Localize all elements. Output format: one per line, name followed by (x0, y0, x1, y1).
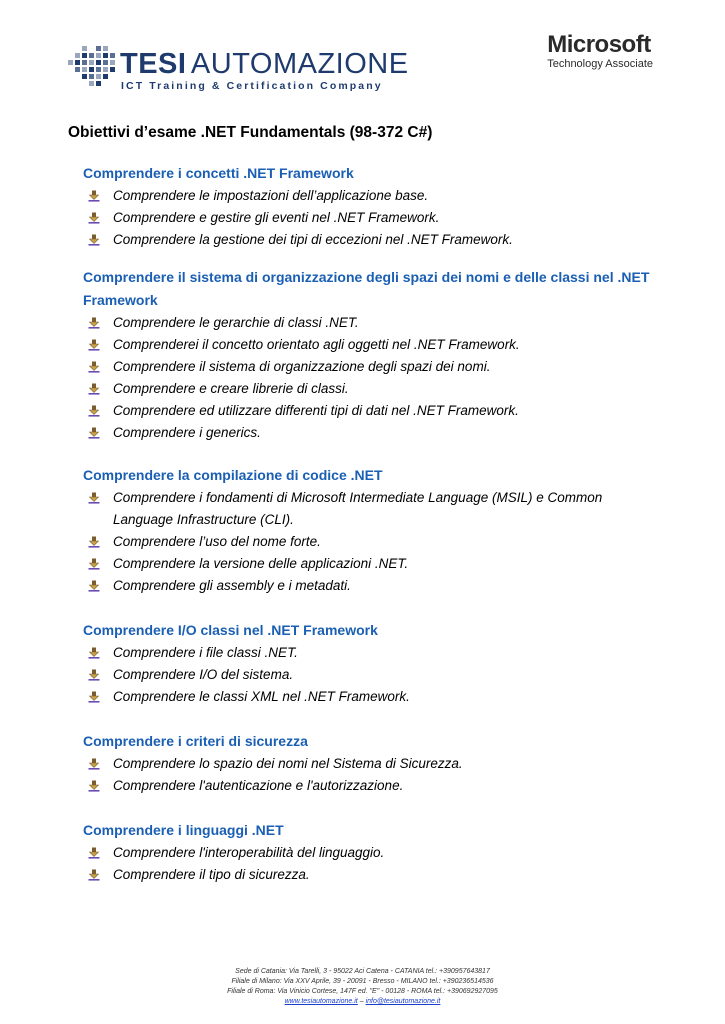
item-text: Comprendere e creare librerie di classi. (113, 381, 349, 396)
logo-square (75, 60, 80, 65)
page-header (0, 0, 725, 110)
download-arrow-icon (88, 869, 100, 881)
download-arrow-icon (88, 190, 100, 202)
item-text: Comprendere e gestire gli eventi nel .NET Framework. (113, 210, 440, 225)
item-text: Comprendere i generics. (113, 425, 261, 440)
microsoft-logo (547, 32, 653, 71)
logo-square (96, 74, 101, 79)
section-heading: Comprendere il sistema di organizzazione degli spazi dei nomi e delle classi nel .NET Framework (83, 269, 650, 308)
item-text: Comprendere l'interoperabilità del linguaggio. (113, 845, 385, 860)
section-heading: Comprendere i criteri di sicurezza (83, 733, 308, 749)
item-text: Comprenderei il concetto orientato agli oggetti nel .NET Framework. (113, 337, 520, 352)
footer-separator: – (357, 998, 366, 1005)
item-list (83, 642, 653, 708)
logo-square (68, 60, 73, 65)
footer-roma: Filiale di Roma: Via Vinicio Cortese, 147F ed. "E" - 00128 - ROMA tel.: +390692927095 (227, 988, 498, 995)
download-arrow-icon (88, 758, 100, 770)
page-title: Obiettivi d’esame .NET Fundamentals (98-372 C#) (68, 124, 433, 141)
item-text: Comprendere l'autenticazione e l'autorizzazione. (113, 778, 404, 793)
item-text: Comprendere lo spazio dei nomi nel Sistema di Sicurezza. (113, 756, 463, 771)
download-arrow-icon (88, 691, 100, 703)
logo-square (89, 53, 94, 58)
section-heading: Comprendere i linguaggi .NET (83, 822, 284, 838)
logo-square (96, 67, 101, 72)
item-list (83, 842, 653, 886)
list-item (83, 686, 653, 708)
item-list (83, 487, 653, 597)
logo-square (103, 60, 108, 65)
list-item (83, 207, 653, 229)
footer-catania: Sede di Catania: Via Tarelli, 3 - 95022 Aci Catena - CATANIA tel.: +390957643817 (235, 968, 490, 975)
list-item (83, 487, 653, 531)
email-link[interactable]: info@tesiautomazione.it (365, 998, 441, 1005)
list-item (83, 312, 653, 334)
logo-square (96, 53, 101, 58)
item-text: Comprendere le impostazioni dell’applicazione base. (113, 188, 429, 203)
microsoft-sub: Technology Associate (547, 58, 653, 70)
logo-square (103, 46, 108, 51)
logo-square (96, 60, 101, 65)
logo-square (110, 53, 115, 58)
logo-square (75, 53, 80, 58)
item-text: Comprendere i fondamenti di Microsoft Intermediate Language (MSIL) e Common Language Infrastructure (CLI). (113, 490, 603, 527)
list-item (83, 553, 653, 575)
logo-square (82, 67, 87, 72)
logo-square (103, 67, 108, 72)
download-arrow-icon (88, 536, 100, 548)
logo-square (89, 60, 94, 65)
section (83, 162, 653, 251)
list-item (83, 185, 653, 207)
item-list (83, 185, 653, 251)
list-item (83, 753, 653, 775)
logo-square (103, 74, 108, 79)
item-list (83, 753, 653, 797)
logo-square (89, 81, 94, 86)
list-item (83, 864, 653, 886)
logo-square (82, 60, 87, 65)
item-text: Comprendere ed utilizzare differenti tipi di dati nel .NET Framework. (113, 403, 519, 418)
download-arrow-icon (88, 847, 100, 859)
download-arrow-icon (88, 669, 100, 681)
logo-square (110, 67, 115, 72)
download-arrow-icon (88, 317, 100, 329)
item-text: Comprendere il tipo di sicurezza. (113, 867, 310, 882)
list-item (83, 356, 653, 378)
download-arrow-icon (88, 212, 100, 224)
download-arrow-icon (88, 427, 100, 439)
item-list (83, 312, 653, 444)
section (83, 819, 653, 886)
section (83, 266, 653, 444)
list-item (83, 842, 653, 864)
section-heading: Comprendere I/O classi nel .NET Framework (83, 622, 378, 638)
section-heading: Comprendere la compilazione di codice .NET (83, 467, 383, 483)
item-text: Comprendere i file classi .NET. (113, 645, 298, 660)
tesi-logo-icon (68, 46, 118, 88)
download-arrow-icon (88, 339, 100, 351)
section (83, 730, 653, 797)
list-item (83, 575, 653, 597)
item-text: Comprendere I/O del sistema. (113, 667, 294, 682)
download-arrow-icon (88, 361, 100, 373)
item-text: Comprendere le gerarchie di classi .NET. (113, 315, 359, 330)
download-arrow-icon (88, 405, 100, 417)
item-text: Comprendere l’uso del nome forte. (113, 534, 321, 549)
list-item (83, 334, 653, 356)
list-item (83, 531, 653, 553)
list-item (83, 642, 653, 664)
logo-square (89, 67, 94, 72)
section (83, 464, 653, 597)
download-arrow-icon (88, 780, 100, 792)
section-heading: Comprendere i concetti .NET Framework (83, 165, 354, 181)
item-text: Comprendere la versione delle applicazioni .NET. (113, 556, 409, 571)
brand-bold: TESI (120, 48, 187, 80)
download-arrow-icon (88, 492, 100, 504)
microsoft-name: Microsoft (547, 31, 651, 58)
download-arrow-icon (88, 558, 100, 570)
list-item (83, 775, 653, 797)
logo-square (103, 53, 108, 58)
logo-square (82, 74, 87, 79)
website-link[interactable]: www.tesiautomazione.it (284, 998, 358, 1005)
list-item (83, 422, 653, 444)
logo-square (96, 81, 101, 86)
list-item (83, 378, 653, 400)
item-text: Comprendere le classi XML nel .NET Framework. (113, 689, 410, 704)
footer-milano: Filiale di Milano: Via XXV Aprile, 39 - 20091 - Bresso - MILANO tel.: +390236514536 (231, 978, 494, 985)
page-footer (0, 967, 725, 1007)
download-arrow-icon (88, 580, 100, 592)
logo-square (75, 67, 80, 72)
item-text: Comprendere il sistema di organizzazione degli spazi dei nomi. (113, 359, 491, 374)
logo-square (89, 74, 94, 79)
logo-square (110, 60, 115, 65)
footer-links (0, 997, 725, 1007)
logo-square (82, 46, 87, 51)
logo-square (82, 53, 87, 58)
brand-tagline: ICT Training & Certification Company (121, 80, 383, 92)
item-text: Comprendere la gestione dei tipi di eccezioni nel .NET Framework. (113, 232, 513, 247)
download-arrow-icon (88, 234, 100, 246)
list-item (83, 400, 653, 422)
brand-name (120, 48, 409, 81)
list-item (83, 664, 653, 686)
download-arrow-icon (88, 383, 100, 395)
objectives-content (83, 162, 653, 886)
list-item (83, 229, 653, 251)
logo-square (96, 46, 101, 51)
brand-rest: AUTOMAZIONE (190, 48, 409, 80)
section (83, 619, 653, 708)
item-text: Comprendere gli assembly e i metadati. (113, 578, 351, 593)
download-arrow-icon (88, 647, 100, 659)
